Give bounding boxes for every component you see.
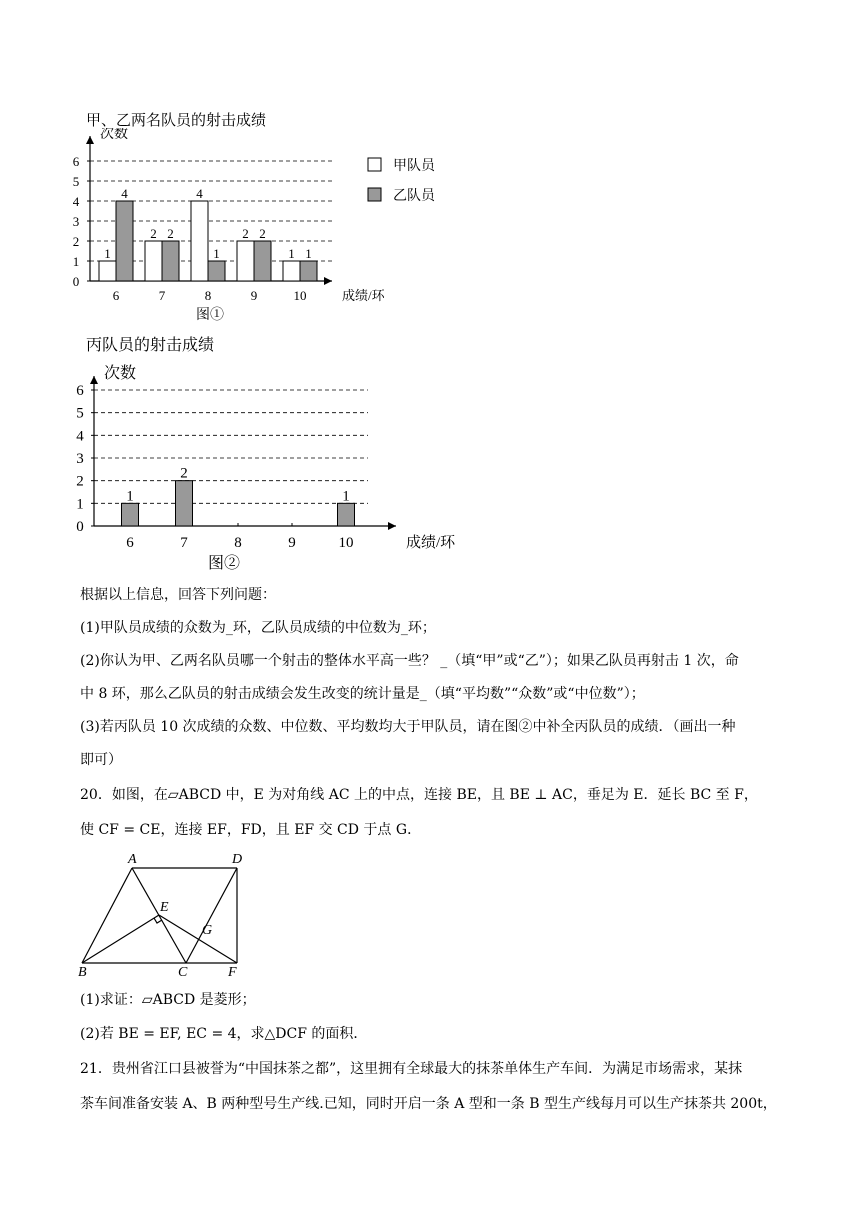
- x-tick-label: 6: [112, 288, 120, 303]
- x-axis-arrow: [388, 522, 396, 530]
- y-tick-label: 5: [72, 174, 80, 189]
- x-tick-label: 10: [293, 288, 307, 303]
- x-tick-label: 7: [158, 288, 166, 303]
- question-intro: 根据以上信息，回答下列问题：: [80, 587, 276, 603]
- side-dc: [186, 868, 237, 963]
- y-tick-label: 4: [72, 194, 80, 209]
- q20-part1: (1)求证：▱ABCD 是菱形；: [80, 992, 256, 1008]
- label-g: G: [202, 923, 213, 938]
- figure-caption: 图①: [196, 308, 224, 323]
- q20-stem-line2: 使 CF = CE，连接 EF，FD，且 EF 交 CD 于点 G．: [80, 822, 422, 838]
- segment-be: [82, 915, 159, 963]
- bar: [176, 481, 193, 526]
- y-tick-label: 3: [76, 451, 84, 467]
- label-a: A: [128, 852, 137, 867]
- y-tick-label: 6: [72, 154, 80, 169]
- bar-value-label: 2: [259, 226, 266, 241]
- label-d: D: [232, 852, 243, 867]
- q19-part3-line2: 即可）: [80, 752, 122, 768]
- bar-value-label: 1: [126, 488, 134, 505]
- q21-stem-line2: 茶车间准备安装 A、B 两种型号生产线.已知，同时开启一条 A 型和一条 B 型生产线每月可以生产抹茶共 200t，: [80, 1096, 777, 1112]
- chart1-title: 甲、乙两名队员的射击成绩: [86, 111, 267, 129]
- y-axis-title: 次数: [100, 128, 128, 142]
- y-tick-label: 0: [76, 519, 84, 535]
- x-tick-label: 8: [204, 288, 212, 303]
- label-c: C: [178, 965, 188, 978]
- x-axis-title: 成绩/环: [342, 288, 385, 303]
- x-axis-arrow: [324, 277, 332, 285]
- y-tick-label: 5: [76, 405, 84, 422]
- bar-value-label: 1: [213, 246, 220, 261]
- bar: [99, 261, 116, 281]
- chart2-title: 丙队员的射击成绩: [86, 335, 215, 354]
- bar: [254, 241, 271, 281]
- label-e: E: [160, 900, 169, 915]
- x-tick-label: 7: [180, 535, 188, 551]
- bar: [208, 261, 225, 281]
- legend-swatch: [368, 188, 381, 201]
- y-axis-arrow: [86, 136, 94, 144]
- y-tick-label: 1: [76, 496, 84, 513]
- legend-label: 乙队员: [393, 189, 435, 204]
- y-tick-label: 2: [72, 234, 80, 249]
- side-ab: [82, 868, 132, 963]
- bar-value-label: 2: [167, 226, 174, 241]
- legend-swatch: [368, 158, 381, 171]
- bar: [145, 241, 162, 281]
- label-b: B: [78, 965, 87, 978]
- segment-ef: [159, 915, 237, 963]
- x-tick-label: 8: [234, 535, 242, 551]
- q19-part1: (1)甲队员成绩的众数为_环，乙队员成绩的中位数为_环；: [80, 620, 436, 636]
- y-axis-title: 次数: [104, 365, 137, 382]
- legend-label: 甲队员: [393, 159, 435, 174]
- bar: [338, 503, 355, 526]
- chart1-figure: [60, 128, 460, 328]
- q19-part3-line1: (3)若丙队员 10 次成绩的众数、中位数、平均数均大于甲队员，请在图②中补全丙队员的成绩．（画出一种: [80, 719, 736, 735]
- q20-part2: (2)若 BE = EF, EC = 4，求△DCF 的面积．: [80, 1026, 368, 1042]
- x-tick-label: 10: [338, 535, 354, 551]
- x-tick-label: 9: [250, 288, 258, 303]
- q20-stem-line1: 20．如图，在▱ABCD 中，E 为对角线 AC 上的中点，连接 BE，且 BE ⊥ AC，垂足为 E．延长 BC 至 F，: [80, 787, 758, 803]
- bar: [300, 261, 317, 281]
- bar-value-label: 2: [180, 465, 188, 482]
- y-tick-label: 2: [76, 473, 84, 490]
- bar-value-label: 1: [305, 246, 312, 261]
- bar-value-label: 1: [104, 246, 111, 261]
- bar-value-label: 1: [342, 488, 350, 505]
- q19-part2-line1: (2)你认为甲、乙两名队员哪一个射击的整体水平高一些？ _（填“甲”或“乙”）；如果乙队员再射击 1 次，命: [80, 653, 739, 669]
- y-axis-arrow: [90, 376, 98, 384]
- y-tick-label: 0: [72, 274, 80, 289]
- bar-value-label: 2: [150, 226, 157, 241]
- bar-value-label: 4: [121, 186, 128, 201]
- bar: [191, 201, 208, 281]
- bar-value-label: 4: [196, 186, 203, 201]
- bar: [122, 503, 139, 526]
- x-tick-label: 9: [288, 535, 296, 551]
- bar: [116, 201, 133, 281]
- x-axis-title: 成绩/环: [406, 535, 456, 551]
- x-tick-label: 6: [126, 535, 134, 551]
- q19-part2-line2: 中 8 环，那么乙队员的射击成绩会发生改变的统计量是_（填“平均数”“众数”或“中位数”）；: [80, 686, 645, 702]
- bar-value-label: 2: [242, 226, 249, 241]
- bar: [237, 241, 254, 281]
- bar-value-label: 1: [288, 246, 295, 261]
- figure-caption: 图②: [208, 555, 241, 572]
- parallelogram-figure: [70, 848, 260, 978]
- q21-stem-line1: 21．贵州省江口县被誉为“中国抹茶之都”，这里拥有全球最大的抹茶单体生产车间．为满足市场需求，某抹: [80, 1061, 743, 1077]
- y-tick-label: 3: [72, 214, 80, 229]
- y-tick-label: 1: [72, 254, 80, 269]
- y-tick-label: 6: [76, 383, 84, 399]
- chart2-figure: [60, 354, 460, 576]
- bar: [162, 241, 179, 281]
- bar: [283, 261, 300, 281]
- label-f: F: [228, 965, 237, 978]
- y-tick-label: 4: [76, 428, 84, 445]
